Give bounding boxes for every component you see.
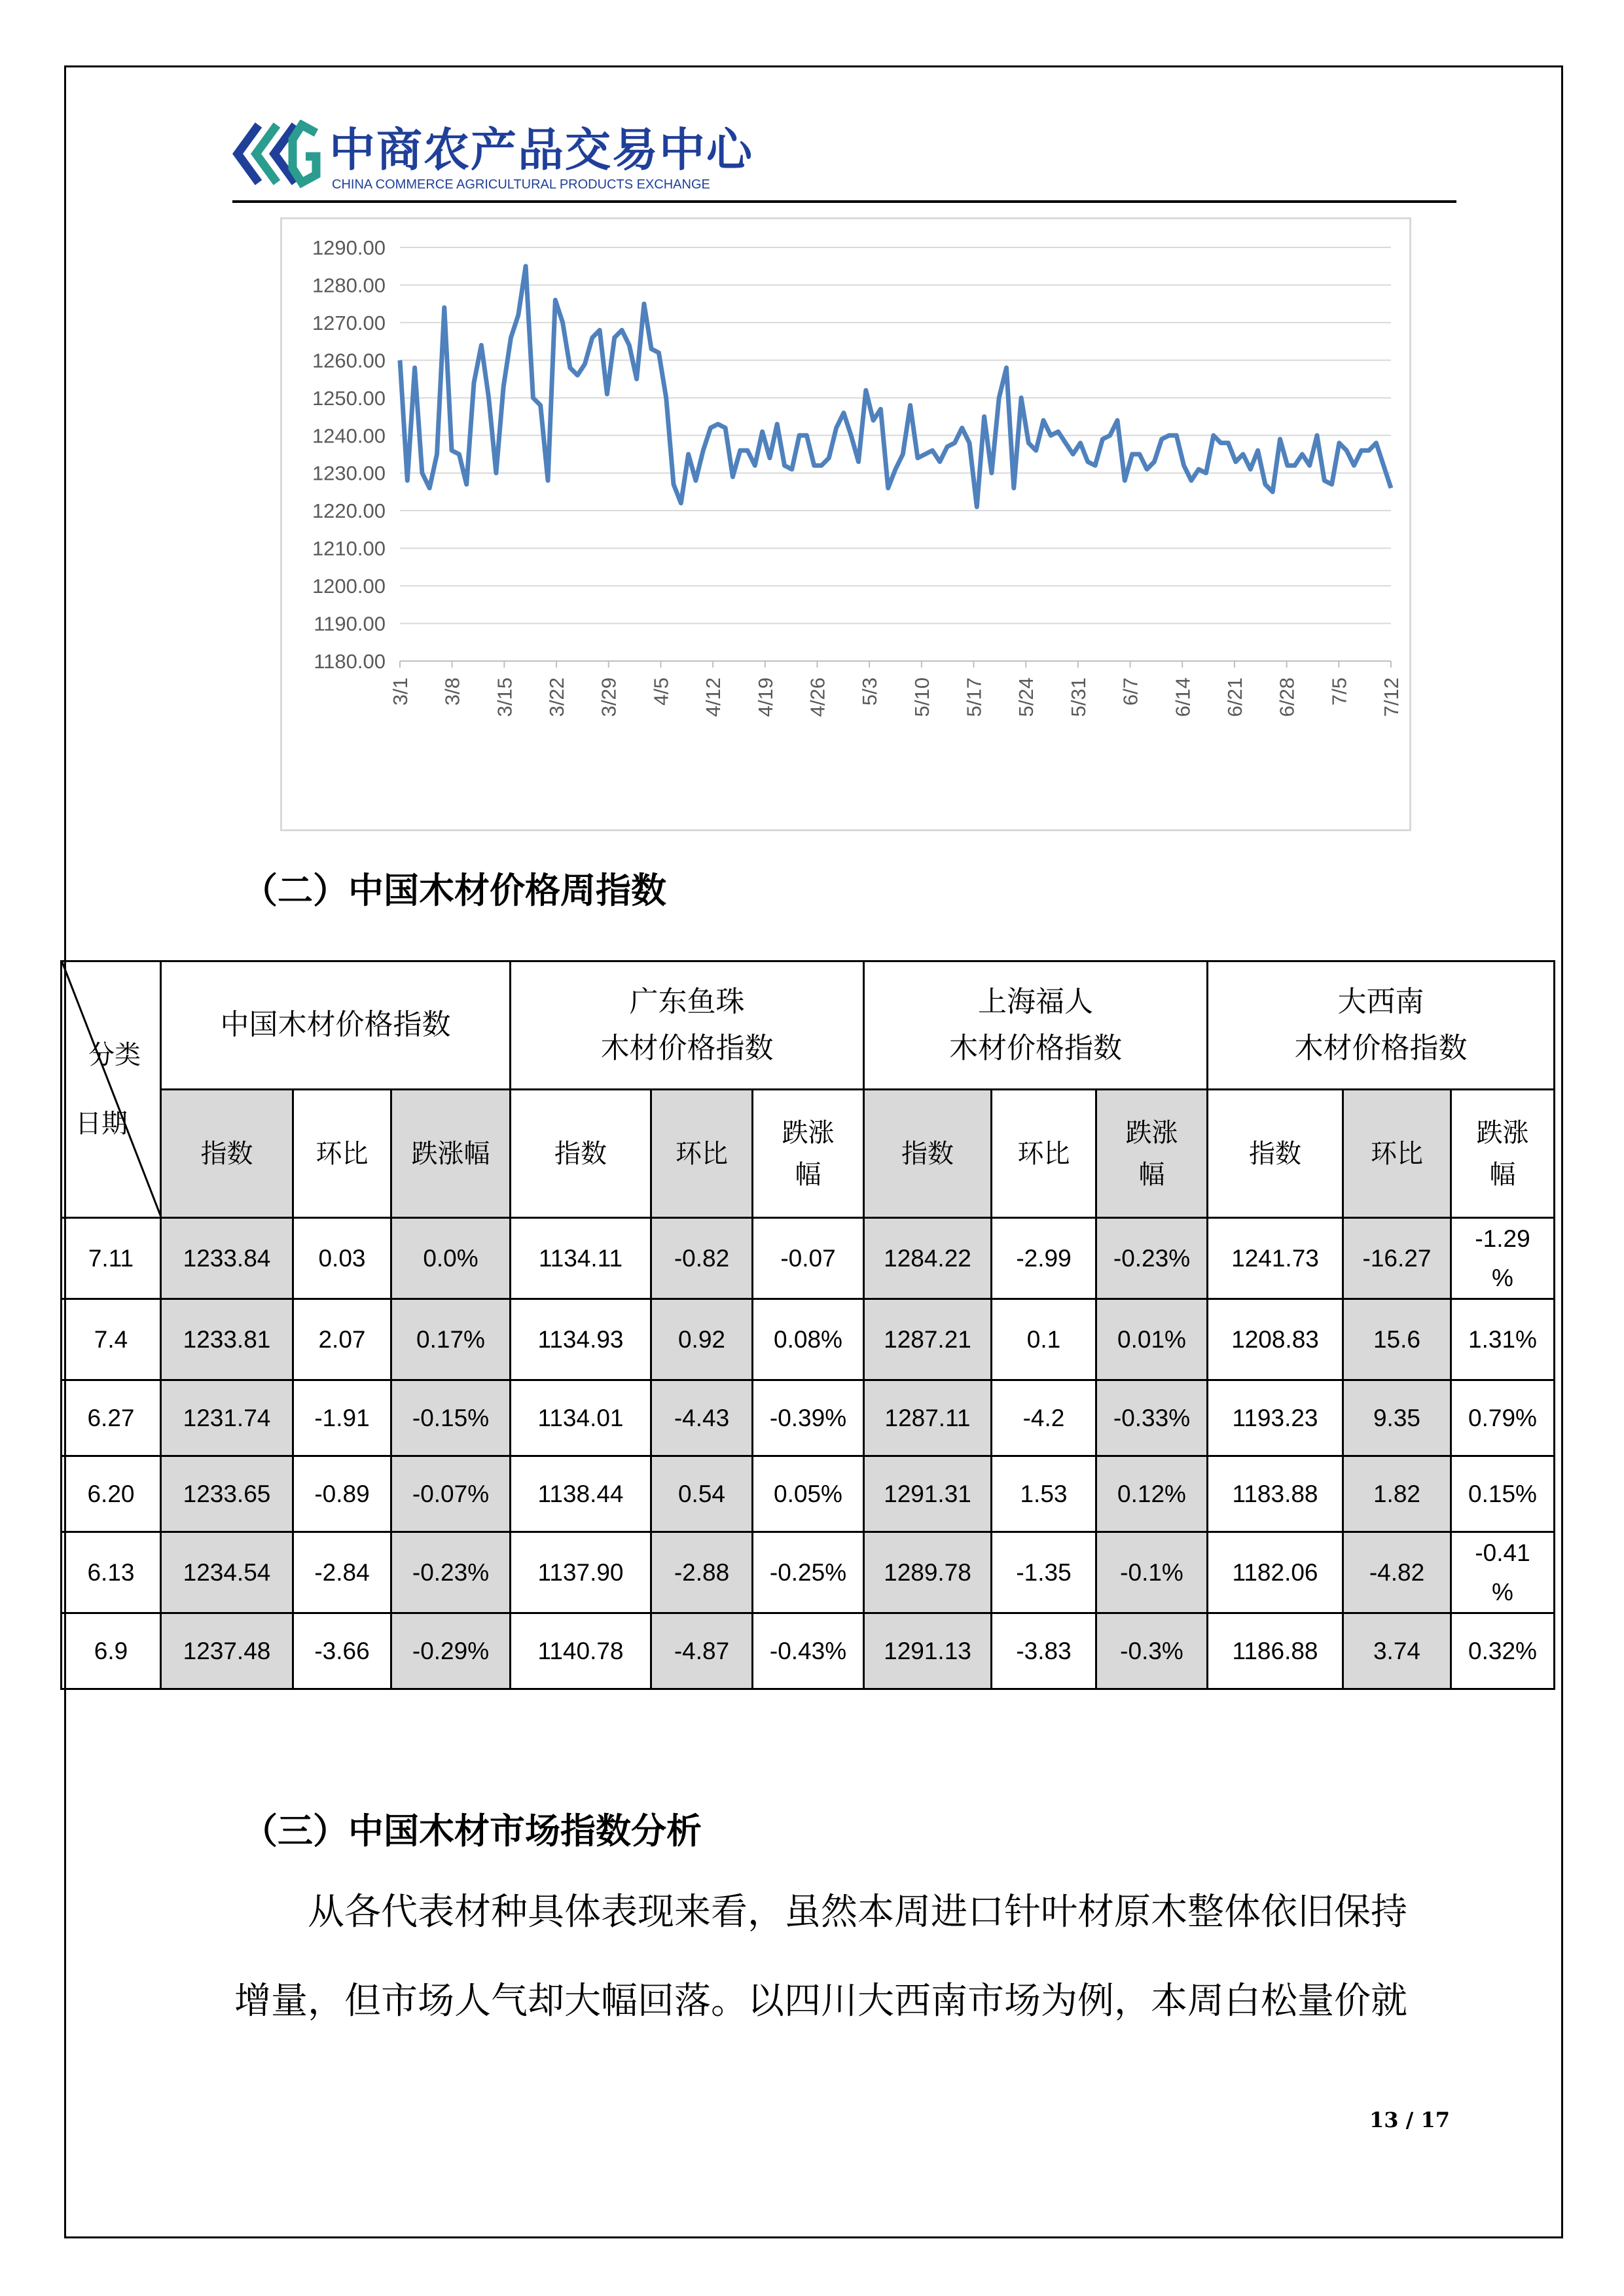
- table-cell: -1.91: [293, 1380, 391, 1456]
- row-date: 6.13: [62, 1532, 161, 1613]
- table-cell: 1182.06: [1208, 1532, 1343, 1613]
- table-cell: 1137.90: [511, 1532, 651, 1613]
- x-tick-label: 3/15: [493, 677, 516, 717]
- table-cell: -0.43%: [753, 1613, 864, 1689]
- logo-chinese-name: 中商农产品交易中心: [329, 123, 753, 177]
- row-date: 7.4: [62, 1299, 161, 1380]
- y-tick-label: 1220.00: [312, 499, 386, 523]
- table-cell: -0.25%: [753, 1532, 864, 1613]
- x-tick-label: 6/14: [1171, 677, 1195, 717]
- table-cell: 0.0%: [391, 1218, 511, 1299]
- page-number: 13 / 17: [1369, 2108, 1451, 2132]
- x-tick-label: 4/26: [806, 677, 829, 717]
- paragraph-line: 从各代表材种具体表现来看，虽然本周进口针叶材原木整体依旧保持: [308, 1891, 1407, 1933]
- table-cell: 0.92: [651, 1299, 753, 1380]
- table-cell: 1233.65: [161, 1456, 293, 1532]
- table-cell: -0.23%: [391, 1532, 511, 1613]
- table-cell: 1231.74: [161, 1380, 293, 1456]
- corner-category-label: 分类: [88, 1040, 141, 1070]
- weekly-index-table: [60, 960, 1555, 1690]
- table-cell: 0.12%: [1096, 1456, 1208, 1532]
- table-cell: -0.1%: [1096, 1532, 1208, 1613]
- y-tick-label: 1200.00: [312, 575, 386, 598]
- table-cell: -0.29%: [391, 1613, 511, 1689]
- table-cell: 1237.48: [161, 1613, 293, 1689]
- y-tick-label: 1260.00: [312, 349, 386, 372]
- row-date: 6.9: [62, 1613, 161, 1689]
- x-tick-label: 4/12: [702, 677, 725, 717]
- table-cell-change: -1.29 %: [1451, 1218, 1555, 1299]
- line-chart-svg: [282, 219, 1409, 829]
- corner-date-label: 日期: [75, 1109, 128, 1139]
- row-date: 6.20: [62, 1456, 161, 1532]
- page-header: [232, 108, 1456, 203]
- table-cell: 1241.73: [1208, 1218, 1343, 1299]
- x-tick-label: 5/24: [1015, 677, 1038, 717]
- table-cell: -4.43: [651, 1380, 753, 1456]
- logo-english-name: CHINA COMMERCE AGRICULTURAL PRODUCTS EXCHANGE: [332, 177, 710, 192]
- exchange-logo-icon: [232, 120, 324, 188]
- y-tick-label: 1190.00: [314, 612, 386, 636]
- y-tick-label: 1270.00: [312, 311, 386, 334]
- x-tick-label: 4/5: [649, 677, 673, 706]
- row-date: 7.11: [62, 1218, 161, 1299]
- table-cell: -0.07%: [391, 1456, 511, 1532]
- paragraph-line: 增量，但市场人气却大幅回落。以四川大西南市场为例，本周白松量价就: [234, 1980, 1407, 2022]
- table-cell: 0.08%: [753, 1299, 864, 1380]
- col-header-index: 指数: [864, 1090, 992, 1218]
- x-tick-label: 4/19: [753, 677, 777, 717]
- group-header-china: 中国木材价格指数: [161, 961, 511, 1090]
- table-cell: 0.54: [651, 1456, 753, 1532]
- x-tick-label: 7/5: [1327, 677, 1351, 706]
- table-cell: -0.07: [753, 1218, 864, 1299]
- x-tick-label: 7/12: [1380, 677, 1403, 717]
- table-cell: -2.99: [992, 1218, 1096, 1299]
- col-header-change: 跌涨 幅: [753, 1090, 864, 1218]
- table-row: [62, 1218, 1555, 1299]
- table-row: [62, 1380, 1555, 1456]
- table-cell: -0.3%: [1096, 1613, 1208, 1689]
- table-cell: 0.1: [992, 1299, 1096, 1380]
- x-tick-label: 6/7: [1119, 677, 1142, 706]
- table-cell: 0.17%: [391, 1299, 511, 1380]
- x-tick-label: 6/28: [1275, 677, 1299, 717]
- table-cell: 0.03: [293, 1218, 391, 1299]
- table-cell: 1208.83: [1208, 1299, 1343, 1380]
- table-cell: 1140.78: [511, 1613, 651, 1689]
- table-cell: 1138.44: [511, 1456, 651, 1532]
- col-header-index: 指数: [161, 1090, 293, 1218]
- x-tick-label: 3/1: [389, 677, 412, 706]
- col-header-mom: 环比: [293, 1090, 391, 1218]
- table-row: [62, 1613, 1555, 1689]
- section-title-weekly-index: （二）中国木材价格周指数: [242, 870, 666, 911]
- y-tick-label: 1210.00: [312, 537, 386, 560]
- x-tick-label: 3/22: [545, 677, 569, 717]
- x-tick-label: 5/10: [910, 677, 933, 717]
- table-cell: 1234.54: [161, 1532, 293, 1613]
- table-cell: -0.23%: [1096, 1218, 1208, 1299]
- table-cell-change: 0.79%: [1451, 1380, 1555, 1456]
- table-cell-change: 0.15%: [1451, 1456, 1555, 1532]
- y-tick-label: 1180.00: [314, 650, 386, 673]
- table-cell: 9.35: [1343, 1380, 1451, 1456]
- diagonal-line: [62, 962, 162, 1219]
- table-cell: -16.27: [1343, 1218, 1451, 1299]
- table-row: [62, 1456, 1555, 1532]
- table-cell: -0.82: [651, 1218, 753, 1299]
- table-cell: 1134.93: [511, 1299, 651, 1380]
- x-tick-label: 5/31: [1066, 677, 1090, 717]
- group-header-guangdong: 广东鱼珠 木材价格指数: [511, 961, 864, 1090]
- x-tick-label: 3/29: [597, 677, 621, 717]
- table-cell: -1.35: [992, 1532, 1096, 1613]
- table-cell: 0.01%: [1096, 1299, 1208, 1380]
- col-header-change: 跌涨 幅: [1451, 1090, 1555, 1218]
- price-index-chart: [280, 217, 1411, 831]
- row-date: 6.27: [62, 1380, 161, 1456]
- col-header-mom: 环比: [651, 1090, 753, 1218]
- table-row: [62, 1532, 1555, 1613]
- x-tick-label: 5/17: [962, 677, 986, 717]
- table-cell: -2.84: [293, 1532, 391, 1613]
- table-cell: 2.07: [293, 1299, 391, 1380]
- table-cell: 1193.23: [1208, 1380, 1343, 1456]
- section-title-analysis: （三）中国木材市场指数分析: [242, 1810, 702, 1852]
- y-tick-label: 1230.00: [312, 461, 386, 485]
- x-tick-label: 3/8: [441, 677, 464, 706]
- col-header-index: 指数: [511, 1090, 651, 1218]
- table-cell: 0.05%: [753, 1456, 864, 1532]
- table-cell: -3.66: [293, 1613, 391, 1689]
- group-header-shanghai: 上海福人 木材价格指数: [864, 961, 1208, 1090]
- table-cell: 1134.01: [511, 1380, 651, 1456]
- table-cell-change: 0.32%: [1451, 1613, 1555, 1689]
- table-cell: 1186.88: [1208, 1613, 1343, 1689]
- col-header-change: 跌涨 幅: [1096, 1090, 1208, 1218]
- table-cell: 1134.11: [511, 1218, 651, 1299]
- table-cell: -4.87: [651, 1613, 753, 1689]
- y-tick-label: 1250.00: [312, 386, 386, 410]
- y-tick-label: 1290.00: [312, 236, 386, 259]
- col-header-mom: 环比: [1343, 1090, 1451, 1218]
- table-cell: 1291.13: [864, 1613, 992, 1689]
- table-cell: 1284.22: [864, 1218, 992, 1299]
- table-cell-change: -0.41 %: [1451, 1532, 1555, 1613]
- series-line: [400, 266, 1391, 507]
- table-cell: 1291.31: [864, 1456, 992, 1532]
- group-header-southwest: 大西南 木材价格指数: [1208, 961, 1555, 1090]
- analysis-paragraph: [234, 1868, 1456, 2046]
- table-cell: 1.53: [992, 1456, 1096, 1532]
- table-row: [62, 1299, 1555, 1380]
- table-cell: 1287.21: [864, 1299, 992, 1380]
- table-cell: 3.74: [1343, 1613, 1451, 1689]
- table-cell: -3.83: [992, 1613, 1096, 1689]
- table-cell: 15.6: [1343, 1299, 1451, 1380]
- table-cell: -0.89: [293, 1456, 391, 1532]
- table-cell: 1233.81: [161, 1299, 293, 1380]
- col-header-change: 跌涨幅: [391, 1090, 511, 1218]
- table-cell: 1.82: [1343, 1456, 1451, 1532]
- x-tick-label: 6/21: [1223, 677, 1246, 717]
- table-cell: -0.39%: [753, 1380, 864, 1456]
- x-tick-label: 5/3: [858, 677, 882, 706]
- table-cell: 1287.11: [864, 1380, 992, 1456]
- table-cell: -0.33%: [1096, 1380, 1208, 1456]
- y-tick-label: 1280.00: [312, 274, 386, 297]
- col-header-index: 指数: [1208, 1090, 1343, 1218]
- table-corner-cell: [62, 961, 161, 1218]
- col-header-mom: 环比: [992, 1090, 1096, 1218]
- table-cell: 1289.78: [864, 1532, 992, 1613]
- table-cell: -2.88: [651, 1532, 753, 1613]
- table-cell: -0.15%: [391, 1380, 511, 1456]
- table-cell-change: 1.31%: [1451, 1299, 1555, 1380]
- table-cell: -4.2: [992, 1380, 1096, 1456]
- table-cell: -4.82: [1343, 1532, 1451, 1613]
- table-cell: 1183.88: [1208, 1456, 1343, 1532]
- table-cell: 1233.84: [161, 1218, 293, 1299]
- y-tick-label: 1240.00: [312, 424, 386, 448]
